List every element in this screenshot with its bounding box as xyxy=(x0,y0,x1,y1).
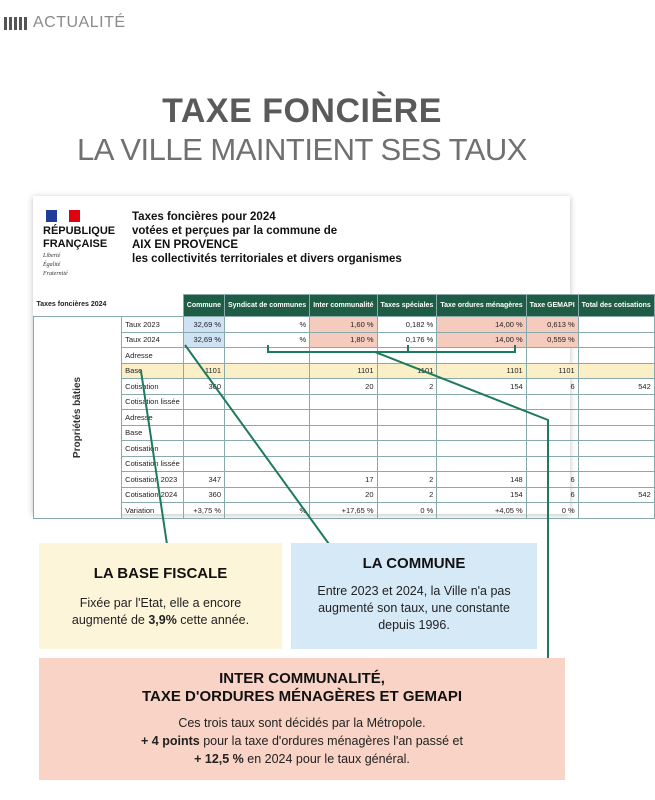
rf-name-line2: FRANÇAISE xyxy=(43,238,108,250)
table-cell xyxy=(310,348,377,364)
table-cell: 14,00 % xyxy=(437,332,526,348)
row-label: Cotisation lissée xyxy=(122,456,184,472)
table-cell xyxy=(578,456,654,472)
table-cell xyxy=(578,363,654,379)
col-header-syndicat: Syndicat de communes xyxy=(225,295,310,317)
col-header-gemapi: Taxe GEMAPI xyxy=(526,295,578,317)
side-label: Propriétés bâties xyxy=(72,376,84,458)
table-cell xyxy=(578,394,654,410)
table-cell xyxy=(225,363,310,379)
commune-line: augmenté son taux, une constante xyxy=(318,601,510,615)
rf-name-line1: RÉPUBLIQUE xyxy=(43,225,116,237)
base-fiscale-line1: Fixée par l'Etat, elle a encore xyxy=(79,596,242,610)
row-label: Cotisation xyxy=(122,379,184,395)
table-cell xyxy=(377,425,437,441)
table-cell: 6 xyxy=(526,379,578,395)
table-cell xyxy=(377,441,437,457)
base-fiscale-title: LA BASE FISCALE xyxy=(93,565,228,582)
row-label: Cotisation xyxy=(122,441,184,457)
metropole-title-line1: INTER COMMUNALITÉ, xyxy=(219,670,385,687)
table-cell xyxy=(225,441,310,457)
metropole-line3: + 12,5 % en 2024 pour le taux général. xyxy=(194,752,410,766)
commune-line: Entre 2023 et 2024, la Ville n'a pas xyxy=(317,584,511,598)
table-row xyxy=(34,363,655,379)
table-cell: 2 xyxy=(377,379,437,395)
table-cell xyxy=(578,441,654,457)
table-cell xyxy=(183,348,224,364)
table-cell: 542 xyxy=(578,487,654,503)
table-cell: 347 xyxy=(183,472,224,488)
table-cell xyxy=(377,456,437,472)
col-header-total: Total des cotisations xyxy=(578,295,654,317)
republique-francaise-logo xyxy=(43,210,123,278)
table-cell: 0,613 % xyxy=(526,317,578,333)
table-cell: 0,176 % xyxy=(377,332,437,348)
french-flag-icon xyxy=(46,210,80,222)
table-cell: 0 % xyxy=(377,503,437,519)
row-label: Taux 2023 xyxy=(122,317,184,333)
table-cell xyxy=(377,348,437,364)
metropole-line2: + 4 points pour la taxe d'ordures ménagères l'an passé et xyxy=(141,734,463,748)
table-cell xyxy=(225,394,310,410)
table-cell xyxy=(437,425,526,441)
table-cell xyxy=(183,441,224,457)
table-cell: 20 xyxy=(310,487,377,503)
table-cell xyxy=(526,425,578,441)
table-row xyxy=(34,472,655,488)
row-label: Base xyxy=(122,363,184,379)
table-cell xyxy=(437,441,526,457)
table-cell xyxy=(578,503,654,519)
table-cell xyxy=(183,410,224,426)
table-cell: 0,559 % xyxy=(526,332,578,348)
table-row xyxy=(34,441,655,457)
side-label-cell xyxy=(34,317,122,519)
table-cell xyxy=(526,394,578,410)
col-header-intercommunalite: Inter communalité xyxy=(310,295,377,317)
table-cell xyxy=(183,456,224,472)
table-cell: 20 xyxy=(310,379,377,395)
table-cell: 32,69 % xyxy=(183,317,224,333)
table-cell xyxy=(225,410,310,426)
table-cell: 1,60 % xyxy=(310,317,377,333)
table-cell: 0 % xyxy=(526,503,578,519)
row-label: Base xyxy=(122,425,184,441)
table-row xyxy=(34,317,655,333)
table-cell: % xyxy=(225,503,310,519)
table-cell xyxy=(225,472,310,488)
table-row xyxy=(34,348,655,364)
table-cell xyxy=(578,425,654,441)
commune-line: depuis 1996. xyxy=(378,618,450,632)
commune-title: LA COMMUNE xyxy=(362,555,466,572)
rf-motto-3: Fraternité xyxy=(43,271,68,277)
table-corner-label: Taxes foncières 2024 xyxy=(34,295,184,317)
tax-notice-document xyxy=(33,196,651,515)
table-cell xyxy=(225,379,310,395)
row-label: Cotisation 2023 xyxy=(122,472,184,488)
table-cell: 1101 xyxy=(526,363,578,379)
table-cell: 2 xyxy=(377,487,437,503)
row-label: Cotisation lissée xyxy=(122,394,184,410)
table-cell: 154 xyxy=(437,487,526,503)
doc-heading-line: les collectivités territoriales et divers organismes xyxy=(132,253,402,265)
table-row xyxy=(34,425,655,441)
table-row xyxy=(34,503,655,519)
row-label: Adresse xyxy=(122,410,184,426)
table-cell: 1101 xyxy=(183,363,224,379)
table-cell xyxy=(377,394,437,410)
row-label: Variation xyxy=(122,503,184,519)
table-cell: +3,75 % xyxy=(183,503,224,519)
table-cell xyxy=(225,456,310,472)
table-cell xyxy=(225,348,310,364)
table-cell: 1101 xyxy=(437,363,526,379)
table-cell xyxy=(578,317,654,333)
table-cell xyxy=(578,348,654,364)
table-cell xyxy=(183,394,224,410)
table-cell xyxy=(437,394,526,410)
table-cell: 6 xyxy=(526,487,578,503)
doc-heading-line: votées et perçues par la commune de xyxy=(132,225,338,237)
table-row xyxy=(34,410,655,426)
info-box-base-fiscale xyxy=(39,543,282,649)
table-row xyxy=(34,379,655,395)
table-cell xyxy=(578,472,654,488)
col-header-taxes-speciales: Taxes spéciales xyxy=(377,295,437,317)
document-heading xyxy=(132,210,402,266)
metropole-line1: Ces trois taux sont décidés par la Métropole. xyxy=(178,716,426,730)
row-label: Adresse xyxy=(122,348,184,364)
table-header-row xyxy=(34,295,655,317)
table-cell xyxy=(578,332,654,348)
doc-heading-line: AIX EN PROVENCE xyxy=(132,239,239,251)
table-cell: +4,05 % xyxy=(437,503,526,519)
table-cell xyxy=(310,410,377,426)
table-cell: 32,69 % xyxy=(183,332,224,348)
table-cell: 148 xyxy=(437,472,526,488)
table-cell: 6 xyxy=(526,472,578,488)
page-subtitle: LA VILLE MAINTIENT SES TAUX xyxy=(77,132,527,167)
table-cell xyxy=(225,425,310,441)
col-header-commune: Commune xyxy=(183,295,224,317)
table-cell: 1101 xyxy=(310,363,377,379)
rubric-bars-icon xyxy=(4,17,27,30)
table-cell: 154 xyxy=(437,379,526,395)
table-cell: +17,65 % xyxy=(310,503,377,519)
table-cell: % xyxy=(225,317,310,333)
rf-motto-2: Égalité xyxy=(43,262,61,268)
section-rubric xyxy=(4,12,126,34)
table-cell xyxy=(578,410,654,426)
tax-table xyxy=(33,294,655,519)
table-cell: 542 xyxy=(578,379,654,395)
info-box-commune xyxy=(291,543,537,649)
table-cell: 360 xyxy=(183,379,224,395)
table-cell: % xyxy=(225,332,310,348)
table-cell xyxy=(526,441,578,457)
table-cell xyxy=(526,348,578,364)
table-cell: 0,182 % xyxy=(377,317,437,333)
table-cell xyxy=(437,410,526,426)
table-cell: 1,80 % xyxy=(310,332,377,348)
col-header-ordures: Taxe ordures ménagères xyxy=(437,295,526,317)
row-label: Taux 2024 xyxy=(122,332,184,348)
table-cell xyxy=(225,487,310,503)
rf-motto-1: Liberté xyxy=(43,253,61,259)
table-row xyxy=(34,487,655,503)
metropole-title-line2: TAXE D'ORDURES MÉNAGÈRES ET GEMAPI xyxy=(142,688,462,705)
table-row xyxy=(34,456,655,472)
table-cell xyxy=(437,348,526,364)
row-label: Cotisation 2024 xyxy=(122,487,184,503)
table-cell: 1101 xyxy=(377,363,437,379)
table-cell xyxy=(310,441,377,457)
table-cell xyxy=(310,394,377,410)
table-cell: 2 xyxy=(377,472,437,488)
base-fiscale-line2: augmenté de 3,9% cette année. xyxy=(71,613,250,627)
table-cell: 360 xyxy=(183,487,224,503)
table-cell xyxy=(310,425,377,441)
table-cell xyxy=(526,456,578,472)
doc-heading-line: Taxes foncières pour 2024 xyxy=(132,211,276,223)
table-row xyxy=(34,394,655,410)
table-cell: 17 xyxy=(310,472,377,488)
table-cell xyxy=(526,410,578,426)
page-title: TAXE FONCIÈRE xyxy=(162,92,442,130)
table-cell: 14,00 % xyxy=(437,317,526,333)
table-cell xyxy=(437,456,526,472)
table-row xyxy=(34,332,655,348)
rubric-label: ACTUALITÉ xyxy=(33,14,126,31)
table-cell xyxy=(183,425,224,441)
info-box-metropole xyxy=(39,658,565,780)
table-cell xyxy=(377,410,437,426)
table-cell xyxy=(310,456,377,472)
